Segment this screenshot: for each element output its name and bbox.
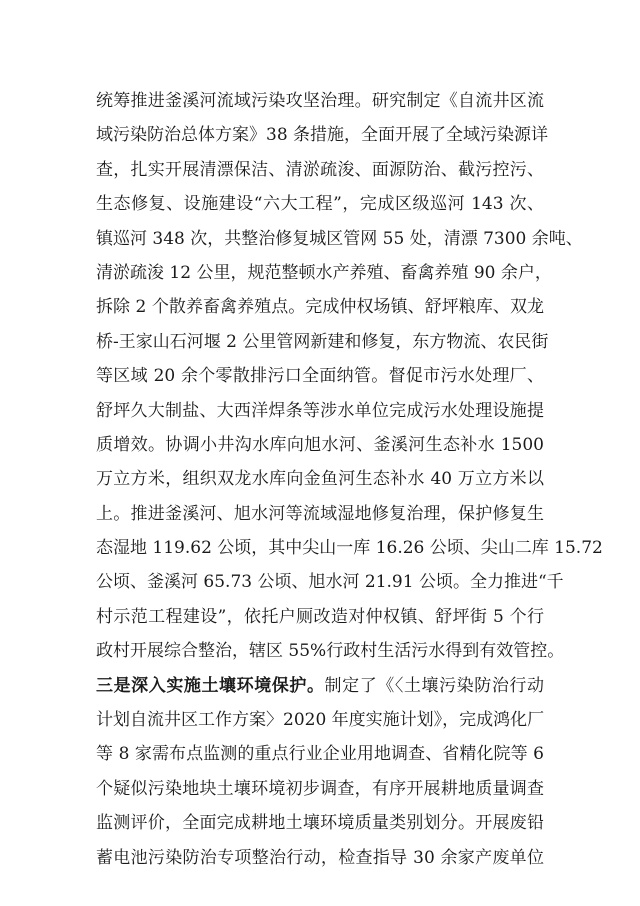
text-line: 计划自流井区工作方案〉2020 年度实施计划》，完成鸿化厂 [96,710,545,731]
text-line: 公顷、釜溪河 65.73 公顷、旭水河 21.91 公顷。全力推进“千 [96,572,564,593]
text-line: 万立方米，组织双龙水库向金鱼河生态补水 40 万立方米以 [96,469,544,490]
text-line: 监测评价，全面完成耕地土壤环境质量类别划分。开展废铅 [96,813,544,834]
section-heading: 三是深入实施土壤环境保护。 [96,675,325,696]
text-line: 等区域 20 余个零散排污口全面纳管。督促市污水处理厂、 [96,366,544,387]
text-line: 质增效。协调小井沟水库向旭水河、釜溪河生态补水 1500 [96,434,544,455]
text-line: 生态修复、设施建设“六大工程”，完成区级巡河 143 次、 [96,194,544,215]
text-line: 个疑似污染地块土壤环境初步调查，有序开展耕地质量调查 [96,778,544,799]
text-line: 桥-王家山石河堰 2 公里管网新建和修复，东方物流、农民街 [96,331,549,352]
text-line: 查，扎实开展清漂保洁、清淤疏浚、面源防治、截污控污、 [96,159,544,180]
text-line: 镇巡河 348 次，共整治修复城区管网 55 处，清漂 7300 余吨、 [96,228,583,249]
section-heading-continuation: 制定了《〈土壤污染防治行动 [324,675,545,696]
text-line: 统筹推进釜溪河流域污染攻坚治理。研究制定《自流井区流 [96,91,544,111]
text-line: 蓄电池污染防治专项整治行动，检查指导 30 余家产废单位 [96,847,544,868]
text-line: 舒坪久大制盐、大西洋焊条等涉水单位完成污水处理设施提 [96,400,544,421]
text-line: 清淤疏浚 12 公里，规范整顿水产养殖、畜禽养殖 90 余户， [96,262,552,283]
text-line: 等 8 家需布点监测的重点行业企业用地调查、省精化院等 6 [96,744,544,765]
text-line: 态湿地 119.62 公顷，其中尖山一库 16.26 公顷、尖山二库 15.72 [96,538,603,559]
text-line: 政村开展综合整治，辖区 55%行政村生活污水得到有效管控。 [96,641,565,662]
text-line: 上。推进釜溪河、旭水河等流域湿地修复治理，保护修复生 [96,503,544,524]
document-page [96,84,603,875]
section-heading-line [96,669,544,703]
text-line: 拆除 2 个散养畜禽养殖点。完成仲权场镇、舒坪粮库、双龙 [96,297,544,318]
text-line: 村示范工程建设”，依托户厕改造对仲权镇、舒坪街 5 个行 [96,606,544,627]
text-line: 域污染防治总体方案》38 条措施，全面开展了全域污染源详 [96,125,549,146]
